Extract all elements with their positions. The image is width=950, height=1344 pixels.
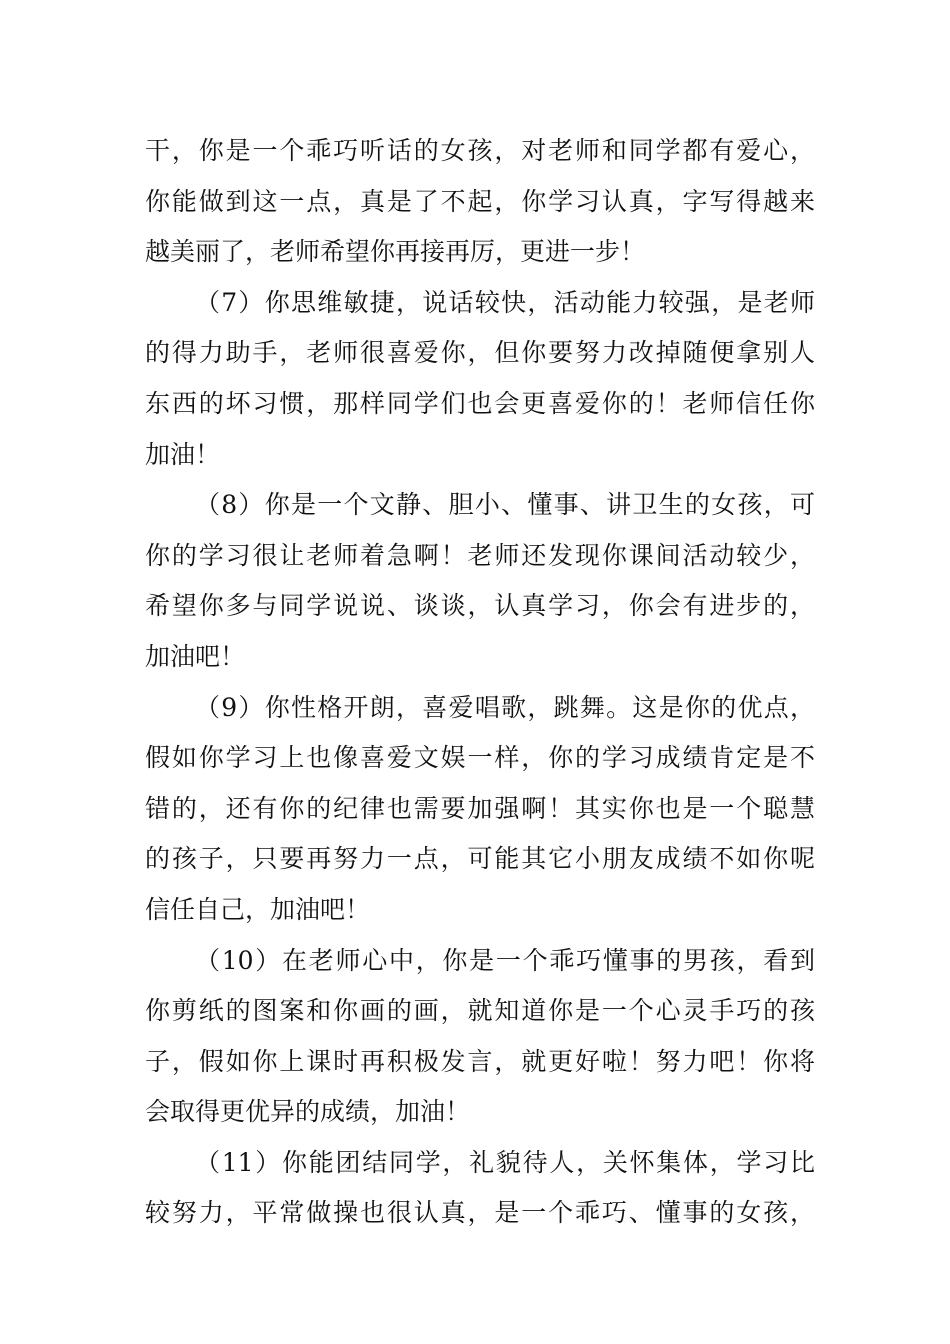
text-line: 你能做到这一点，真是了不起，你学习认真，字写得越来 <box>145 186 815 216</box>
text-line: 的得力助手，老师很喜爱你，但你要努力改掉随便拿别人 <box>145 338 815 368</box>
text-line: 越美丽了，老师希望你再接再厉，更进一步！ <box>145 237 646 267</box>
text-line: 假如你学习上也像喜爱文娱一样，你的学习成绩肯定是不 <box>145 743 815 773</box>
text-line: 东西的坏习惯，那样同学们也会更喜爱你的！老师信任你 <box>145 388 815 418</box>
paragraph-9-first-line: （9）你性格开朗，喜爱唱歌，跳舞。这是你的优点， <box>195 692 815 722</box>
text-line: 错的，还有你的纪律也需要加强啊！其实你也是一个聪慧 <box>145 793 815 823</box>
document-body <box>145 126 815 1239</box>
text-line: 你的学习很让老师着急啊！老师还发现你课间活动较少， <box>145 540 815 570</box>
text-line: 干，你是一个乖巧听话的女孩，对老师和同学都有爱心， <box>145 136 815 165</box>
paragraph-10-first-line: （10）在老师心中，你是一个乖巧懂事的男孩，看到 <box>195 945 815 975</box>
paragraph-7-first-line: （7）你思维敏捷，说话较快，活动能力较强，是老师 <box>195 287 815 317</box>
text-line: 信任自己，加油吧！ <box>145 894 371 924</box>
text-line: 的孩子，只要再努力一点，可能其它小朋友成绩不如你呢 <box>145 844 815 874</box>
text-line: 希望你多与同学说说、谈谈，认真学习，你会有进步的， <box>145 591 815 621</box>
text-line: 加油！ <box>145 439 221 469</box>
paragraph-11-first-line: （11）你能团结同学，礼貌待人，关怀集体，学习比 <box>195 1147 815 1177</box>
text-line: 加油吧！ <box>145 641 246 671</box>
text-line: 会取得更优异的成绩，加油！ <box>145 1097 471 1127</box>
text-line: 子，假如你上课时再积极发言，就更好啦！努力吧！你将 <box>145 1046 815 1076</box>
text-line: 较努力，平常做操也很认真，是一个乖巧、懂事的女孩， <box>145 1198 815 1228</box>
text-line: 你剪纸的图案和你画的画，就知道你是一个心灵手巧的孩 <box>145 996 815 1026</box>
paragraph-8-first-line: （8）你是一个文静、胆小、懂事、讲卫生的女孩，可 <box>195 490 815 520</box>
